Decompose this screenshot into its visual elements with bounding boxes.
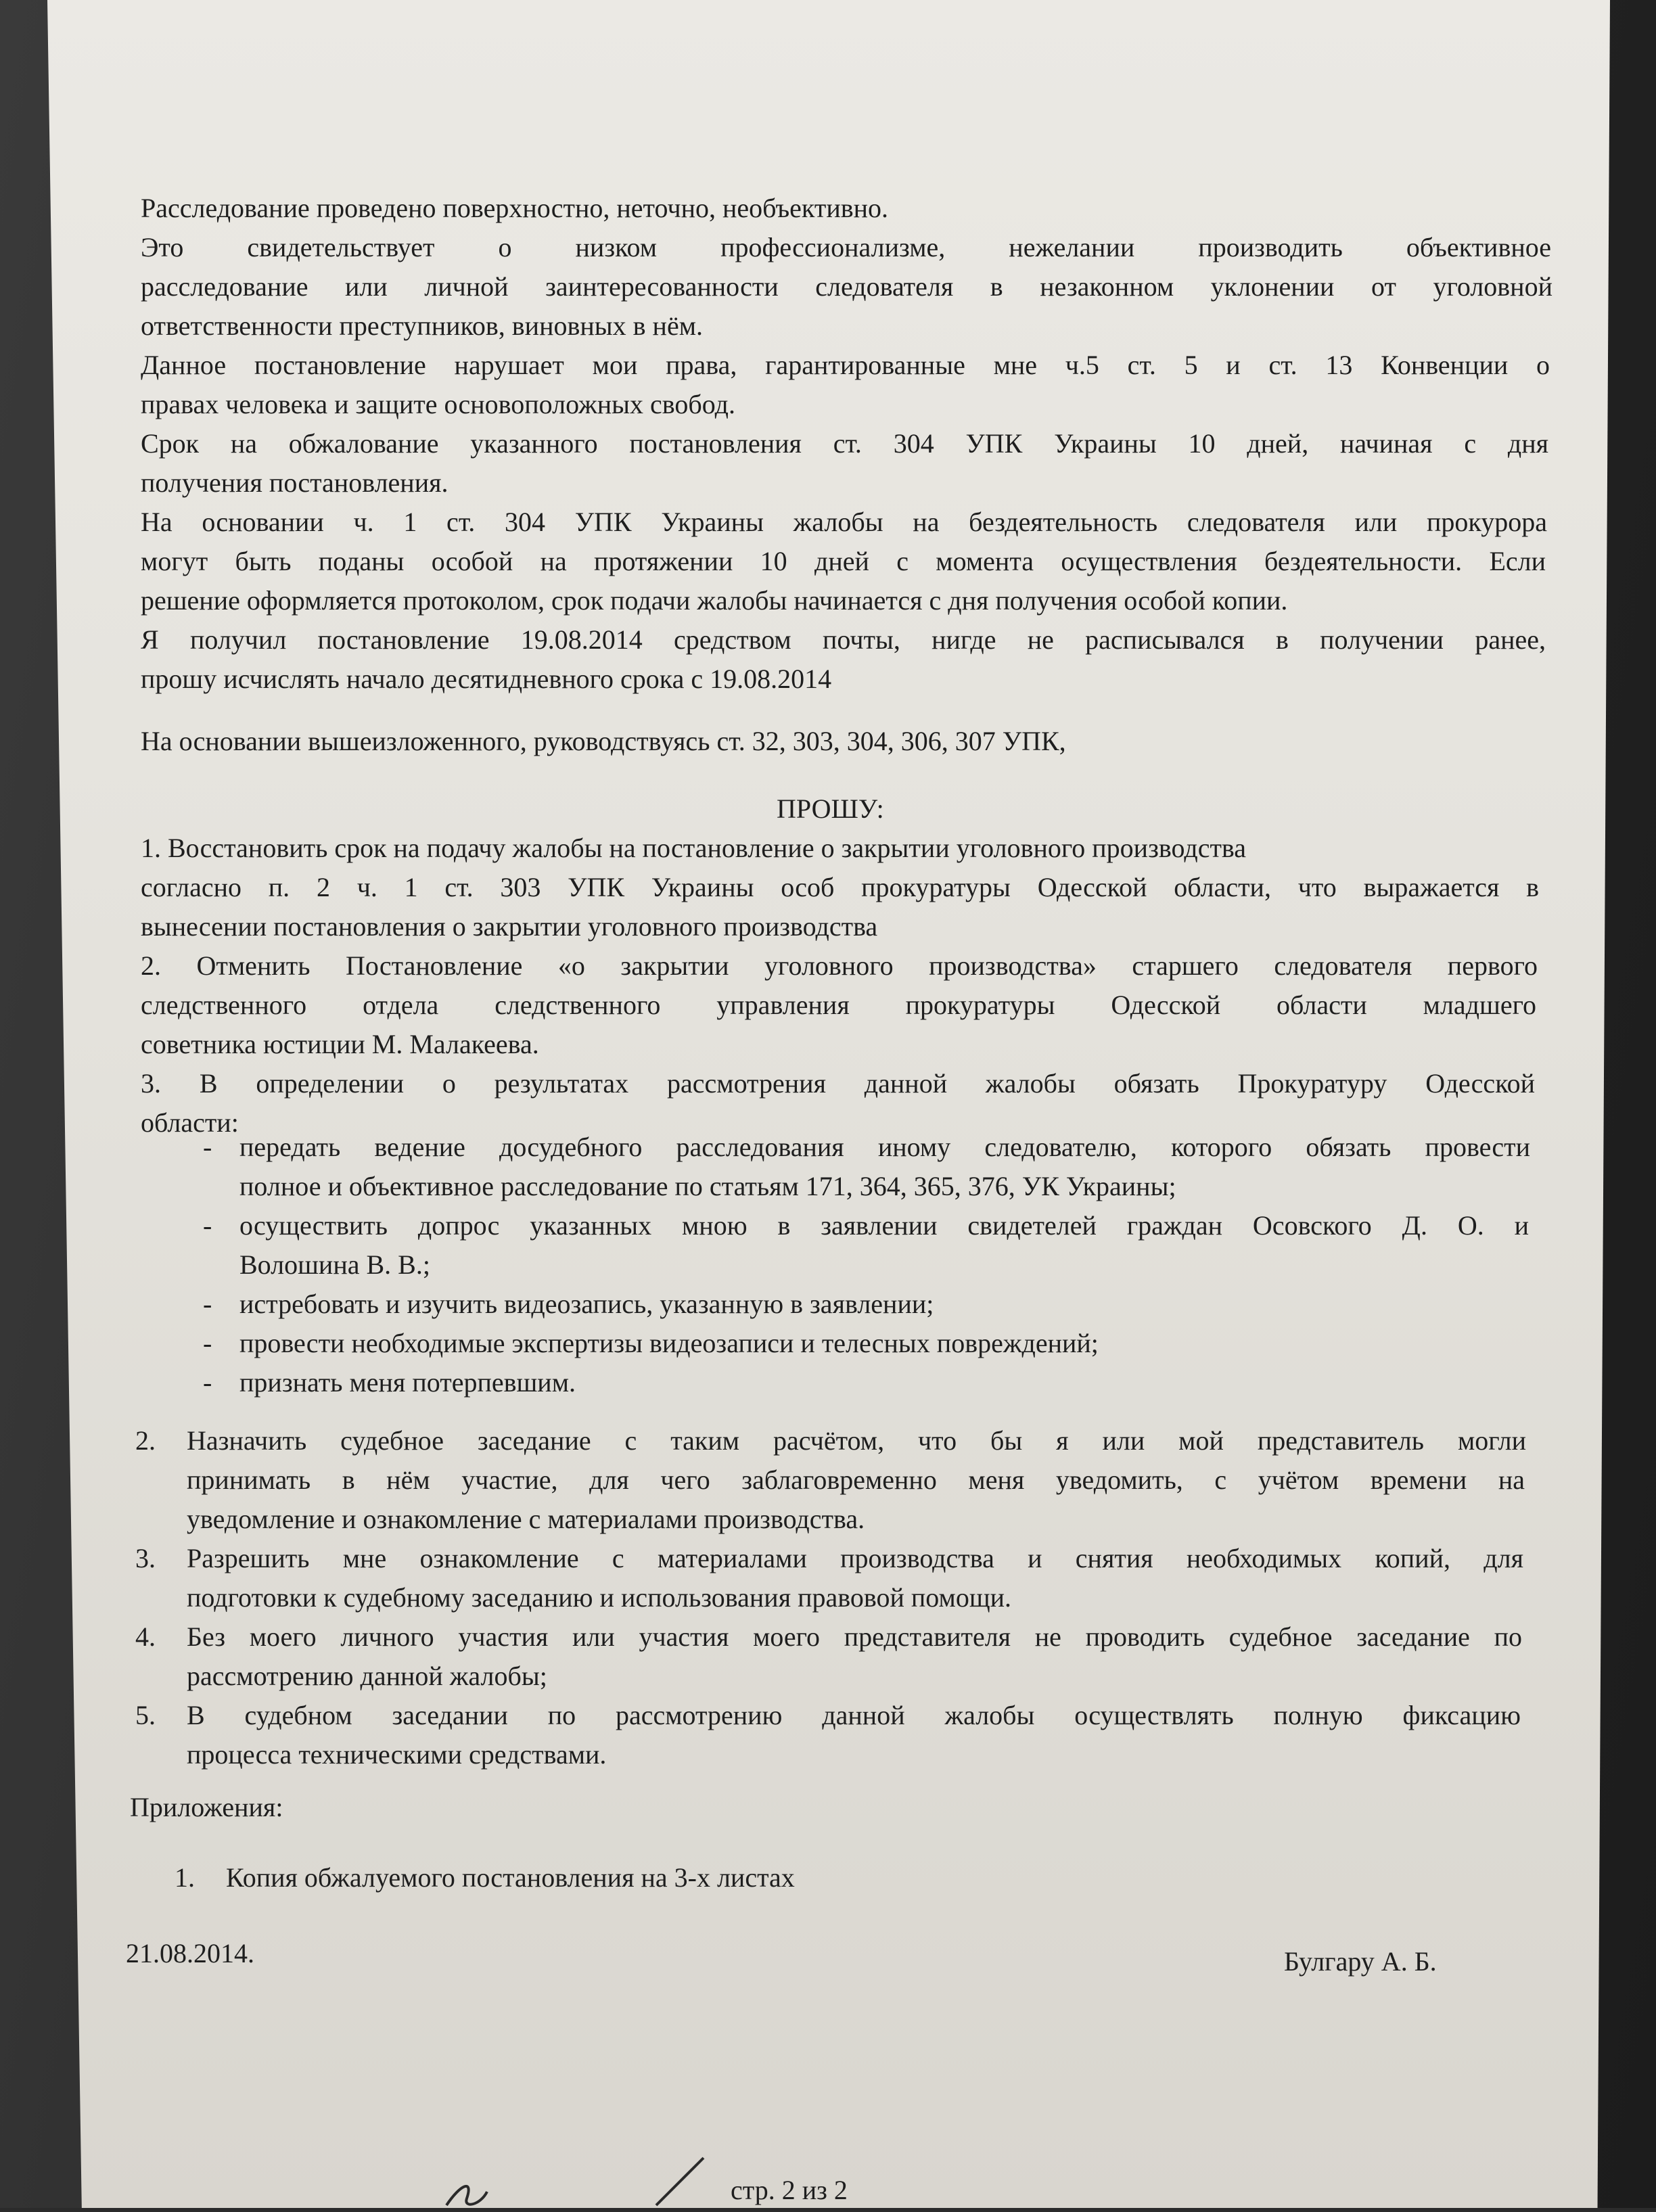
item-number: 2. (135, 1425, 156, 1456)
bullet-item: провести необходимые экспертизы видеозаписи и телесных повреждений; (239, 1328, 1099, 1358)
intro-line: получения постановления. (141, 467, 448, 498)
handwritten-signature (433, 2138, 744, 2212)
request-line: вынесении постановления о закрытии уголовного производства (141, 911, 878, 942)
request-line: следственного отдела следственного управления прокуратуры Одесской области младшего (141, 990, 1536, 1020)
intro-line: Это свидетельствует о низком профессионализме, нежелании производить объективное (141, 232, 1551, 262)
intro-line: На основании ч. 1 ст. 304 УПК Украины жалобы на бездеятельность следователя или прокурора (141, 507, 1547, 537)
numbered-item-line: рассмотрению данной жалобы; (187, 1661, 547, 1691)
intro-line: ответственности преступников, виновных в нём. (141, 310, 704, 341)
attachments-title: Приложения: (130, 1792, 283, 1822)
bullet-item: передать ведение досудебного расследования иному следователю, которого обязать провести (239, 1132, 1530, 1162)
bullet-dash: - (203, 1367, 212, 1398)
bullet-item: истребовать и изучить видеозапись, указанную в заявлении; (239, 1289, 934, 1319)
bullet-dash: - (203, 1210, 212, 1241)
item-number: 4. (135, 1621, 156, 1652)
basis-line: На основании вышеизложенного, руководствуясь ст. 32, 303, 304, 306, 307 УПК, (141, 726, 1066, 756)
request-line: советника юстиции М. Малакеева. (141, 1029, 539, 1059)
attachment-item: Копия обжалуемого постановления на 3-х листах (226, 1862, 795, 1893)
item-number: 5. (135, 1700, 156, 1730)
bullet-dash: - (203, 1328, 212, 1358)
intro-line: Срок на обжалование указанного постановления ст. 304 УПК Украины 10 дней, начиная с дня (141, 428, 1548, 459)
numbered-item-line: принимать в нём участие, для чего заблаговременно меня уведомить, с учётом времени на (187, 1465, 1525, 1495)
bullet-dash: - (203, 1132, 212, 1162)
numbered-item-line: Разрешить мне ознакомление с материалами производства и снятия необходимых копий, для (187, 1543, 1523, 1573)
page-footer: стр. 2 из 2 (731, 2175, 848, 2205)
request-line: 3. В определении о результатах рассмотрения данной жалобы обязать Прокуратуру Одесской (141, 1068, 1535, 1099)
intro-line: Данное постановление нарушает мои права, гарантированные мне ч.5 ст. 5 и ст. 13 Конвенции о (141, 350, 1550, 380)
bullet-item: полное и объективное расследование по статьям 171, 364, 365, 376, УК Украины; (239, 1171, 1176, 1201)
numbered-item-line: Назначить судебное заседание с таким расчётом, что бы я или мой представитель могли (187, 1425, 1526, 1456)
intro-line: расследование или личной заинтересованности следователя в незаконном уклонении от уголовной (141, 271, 1552, 302)
intro-line: прошу исчислять начало десятидневного срока с 19.08.2014 (141, 664, 832, 694)
numbered-item-line: подготовки к судебному заседанию и использования правовой помощи. (187, 1582, 1012, 1613)
intro-line: Я получил постановление 19.08.2014 средством почты, нигде не расписывался в получении ранее, (141, 624, 1546, 655)
intro-line: могут быть поданы особой на протяжении 10 дней с момента осуществления бездеятельности. Если (141, 546, 1546, 576)
signer-name: Булгару А. Б. (1284, 1946, 1437, 1977)
item-number: 3. (135, 1543, 156, 1573)
intro-line: Расследование проведено поверхностно, неточно, необъективно. (141, 193, 889, 223)
bullet-item: признать меня потерпевшим. (239, 1367, 576, 1398)
request-line: согласно п. 2 ч. 1 ст. 303 УПК Украины особ прокуратуры Одесской области, что выражается в (141, 872, 1539, 902)
request-line: 2. Отменить Постановление «о закрытии уголовного производства» старшего следователя первого (141, 950, 1538, 981)
bullet-dash: - (203, 1289, 212, 1319)
document-date: 21.08.2014. (126, 1938, 254, 1968)
request-line: 1. Восстановить срок на подачу жалобы на постановление о закрытии уголовного производства (141, 833, 1247, 863)
intro-line: решение оформляется протоколом, срок подачи жалобы начинается с дня получения особой копии. (141, 585, 1288, 616)
bullet-item: осуществить допрос указанных мною в заявлении свидетелей граждан Осовского Д. О. и (239, 1210, 1529, 1241)
numbered-item-line: В судебном заседании по рассмотрению данной жалобы осуществлять полную фиксацию (187, 1700, 1521, 1730)
numbered-item-line: уведомление и ознакомление с материалами производства. (187, 1504, 865, 1534)
request-line: области: (141, 1107, 239, 1138)
numbered-item-line: Без моего личного участия или участия моего представителя не проводить судебное заседание по (187, 1621, 1522, 1652)
intro-line: правах человека и защите основоположных свобод. (141, 389, 735, 419)
attachment-number: 1. (175, 1862, 195, 1893)
numbered-item-line: процесса техническими средствами. (187, 1739, 607, 1770)
request-heading: ПРОШУ: (777, 793, 884, 824)
bullet-item: Волошина В. В.; (239, 1249, 430, 1280)
